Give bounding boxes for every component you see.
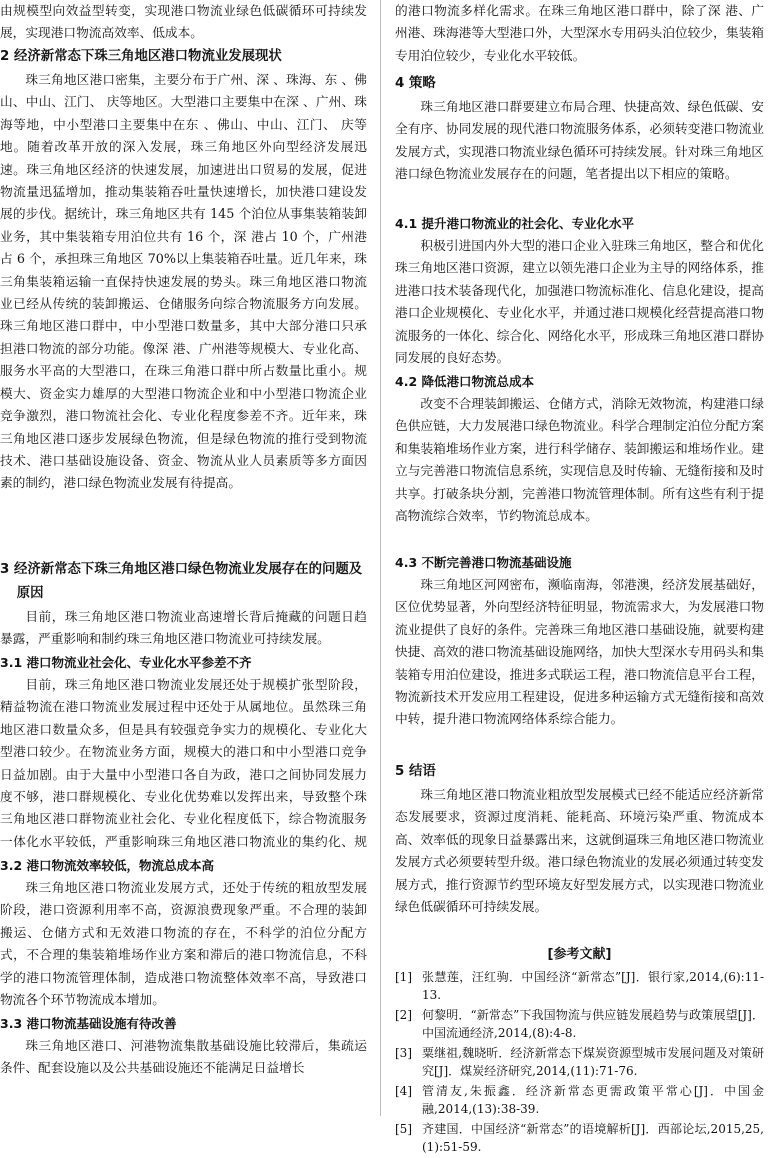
reference-item xyxy=(395,968,764,1004)
body-paragraph: 珠三角地区港口物流业粗放型发展模式已经不能适应经济新常态发展要求，资源过度消耗、能耗高、环境污染严重、物流成本高、效率低的现象日益暴露出来，这就倒逼珠三角地区港口物流业发展方式必须要转型升级。港口绿色物流业的发展必须通过转变发展方式，推行资源节约型环境友好型发展方式，以实现港口物流业绿色低碳循环可持续发展。 xyxy=(395,787,764,915)
reference-number: [4] xyxy=(395,1084,412,1098)
body-paragraph: 珠三角地区港口密集，主要分布于广州、深 、珠海、东 、佛山、中山、江门、 庆等地区。大型港口主要集中在深 、广州、珠海等地，中小型港口主要集中在东 、佛山、中山、江门、 庆等地。随着改革开放的深入发展，珠三角地区外向型经济发展迅速。珠三角地区经济的快速发展，加速进出口贸易的发展，促进物流量迅猛增加，推动集装箱吞吐量快速增长，加快港口建设发展的步伐。据统计，珠三角地区共有 145 个泊位从事集装箱装卸业务，其中集装箱专用泊位共有 16 个，深 港占 10 个，广州港占 6 个，承担珠三角地区 70%以上集装箱吞吐量。近几年来，珠三角集装箱运输一直保持快速发展的势头。珠三角地区港口物流业已经从传统的装卸搬运、仓储服务向综合物流服务方向发展。珠三角地区港口群中，中小型港口数量多，其中大部分港口只承担港口物流的部分功能。像深 港、广州港等规模大、专业化高、服务水平高的大型港口，在珠三角港口群中所占数量比重小。规模大、资金实力雄厚的大型港口物流企业和中小型港口物流企业竞争激烈，港口物流社会化、专业化程度参差不齐。近年来，珠三角地区港口逐步发展绿色物流，但是绿色物流的推行受到物流技术、港口基础设施设备、资金、物流从业人员素质等多方面因素的制约，港口绿色物流业发展有待提高。 xyxy=(0,72,367,491)
reference-text: 管清友,朱振鑫．经济新常态更需政策平常心[J]．中国金融,2014,(13):38-39. xyxy=(422,1084,764,1116)
reference-number: [2] xyxy=(395,1008,412,1022)
reference-text: 何黎明．“新常态”下我国物流与供应链发展趋势与政策展望[J]．中国流通经济,2014,(8):4-8. xyxy=(422,1008,764,1040)
section-heading-5: 5 结语 xyxy=(395,764,436,779)
reference-text: 张慧莲，汪红驹．中国经济“新常态”[J]．银行家,2014,(6):11-13. xyxy=(422,970,764,1002)
body-paragraph: 珠三角地区港口、河港物流集散基础设施比较滞后，集疏运条件、配套设施以及公共基础设施还不能满足日益增长 xyxy=(0,1038,367,1076)
left-column xyxy=(0,0,367,1080)
reference-number: [1] xyxy=(395,970,412,984)
reference-item xyxy=(395,1120,764,1156)
body-paragraph: 由规模型向效益型转变，实现港口物流业绿色低碳循环可持续发展，实现港口物流高效率、低成本。 xyxy=(0,3,367,41)
references-title: [参考文献] xyxy=(547,947,612,962)
column-divider xyxy=(380,0,381,1116)
subsection-heading-4-3: 4.3 不断完善港口物流基础设施 xyxy=(395,555,572,570)
body-paragraph: 目前，珠三角地区港口物流业发展还处于规模扩张型阶段，精益物流在港口物流业发展过程中还处于从属地位。虽然珠三角地区港口数量众多，但是具有较强竞争实力的规模化、专业化大型港口较少。在物流业务方面，规模大的港口和中小型港口竞争日益加剧。由于大量中小型港口各自为政，港口之间协同发展力度不够，港口群规模化、专业化优势难以发挥出来，导致整个珠三角地区港口群物流业社会化、专业化程度低下，综合物流服务一体化水平较低，严重影响珠三角地区港口物流业的集约化、规 xyxy=(0,677,367,849)
subsection-heading-3-3: 3.3 港口物流基础设施有待改善 xyxy=(0,1016,177,1031)
body-paragraph: 珠三角地区河网密布，濒临南海，邻港澳，经济发展基础好，区位优势显著，外向型经济特征明显，物流需求大，为发展港口物流业提供了良好的条件。完善珠三角地区港口基础设施，就要构建快捷、高效的港口物流基础设施网络，加快大型深水专用码头和集装箱专用泊位建设，推进多式联运工程，港口物流信息平台工程，物流新技术开发应用工程建设，促进多种运输方式无缝衔接和高效中转，提升港口物流网络体系综合能力。 xyxy=(395,577,764,727)
subsection-heading-4-1: 4.1 提升港口物流业的社会化、专业化水平 xyxy=(395,216,634,231)
body-paragraph: 积极引进国内外大型的港口企业入驻珠三角地区，整合和优化珠三角地区港口资源，建立以领先港口企业为主导的网络体系，推进港口技术装备现代化，加强港口物流标准化、信息化建设，提高港口企业规模化、专业化水平，并通过港口规模化经营提高港口物流服务的一体化、综合化、网络化水平，形成珠三角地区港口群协同发展的良好态势。 xyxy=(395,238,764,366)
reference-item xyxy=(395,1082,764,1118)
body-paragraph: 目前，珠三角地区港口物流业高速增长背后掩藏的问题日趋暴露，严重影响和制约珠三角地区港口物流业可持续发展。 xyxy=(0,609,367,647)
reference-number: [3] xyxy=(395,1046,412,1060)
body-paragraph: 的港口物流多样化需求。在珠三角地区港口群中，除了深 港、广州港、珠海港等大型港口外，大型深水专用码头泊位较少，集装箱专用泊位较少，专业化水平较低。 xyxy=(395,3,764,63)
body-paragraph: 改变不合理装卸搬运、仓储方式，消除无效物流，构建港口绿色供应链，大力发展港口绿色物流业。科学合理制定泊位分配方案和集装箱堆场作业方案，进行科学储存、装卸搬运和堆场作业。建立与完善港口物流信息系统，实现信息及时传输、无缝衔接和及时共享。打破条块分割，完善港口物流管理体制。所有这些有利于提高物流综合效率，节约物流总成本。 xyxy=(395,396,764,524)
right-column xyxy=(395,0,764,1158)
section-heading-3: 3 经济新常态下珠三角地区港口绿色物流业发展存在的问题及原因 xyxy=(0,562,363,601)
subsection-heading-3-2: 3.2 港口物流效率较低，物流总成本高 xyxy=(0,858,214,873)
reference-item xyxy=(395,1006,764,1042)
reference-number: [5] xyxy=(395,1122,412,1136)
section-heading-2: 2 经济新常态下珠三角地区港口物流业发展现状 xyxy=(0,49,282,64)
reference-text: 粟继祖,魏晓昕．经济新常态下煤炭资源型城市发展问题及对策研究[J]．煤炭经济研究,2014,(11):71-76. xyxy=(422,1046,764,1078)
reference-item xyxy=(395,1044,764,1080)
subsection-heading-3-1: 3.1 港口物流业社会化、专业化水平参差不齐 xyxy=(0,655,252,670)
body-paragraph: 珠三角地区港口物流业发展方式，还处于传统的粗放型发展阶段，港口资源利用率不高，资源浪费现象严重。不合理的装卸搬运、仓储方式和无效港口物流的存在，不科学的泊位分配方式，不合理的集装箱堆场作业方案和滞后的港口物流信息，不科学的港口物流管理体制，造成港口物流整体效率不高，导致港口物流各个环节物流成本增加。 xyxy=(0,880,367,1008)
section-heading-4: 4 策略 xyxy=(395,76,436,91)
subsection-heading-4-2: 4.2 降低港口物流总成本 xyxy=(395,374,534,389)
reference-text: 齐建国．中国经济“新常态”的语境解析[J]．西部论坛,2015,25,(1):51-59. xyxy=(422,1122,764,1154)
body-paragraph: 珠三角地区港口群要建立布局合理、快捷高效、绿色低碳、安全有序、协同发展的现代港口物流服务体系，必须转变港口物流业发展方式，实现港口物流业绿色循环可持续发展。针对珠三角地区港口绿色物流业发展存在的问题，笔者提出以下相应的策略。 xyxy=(395,99,764,182)
